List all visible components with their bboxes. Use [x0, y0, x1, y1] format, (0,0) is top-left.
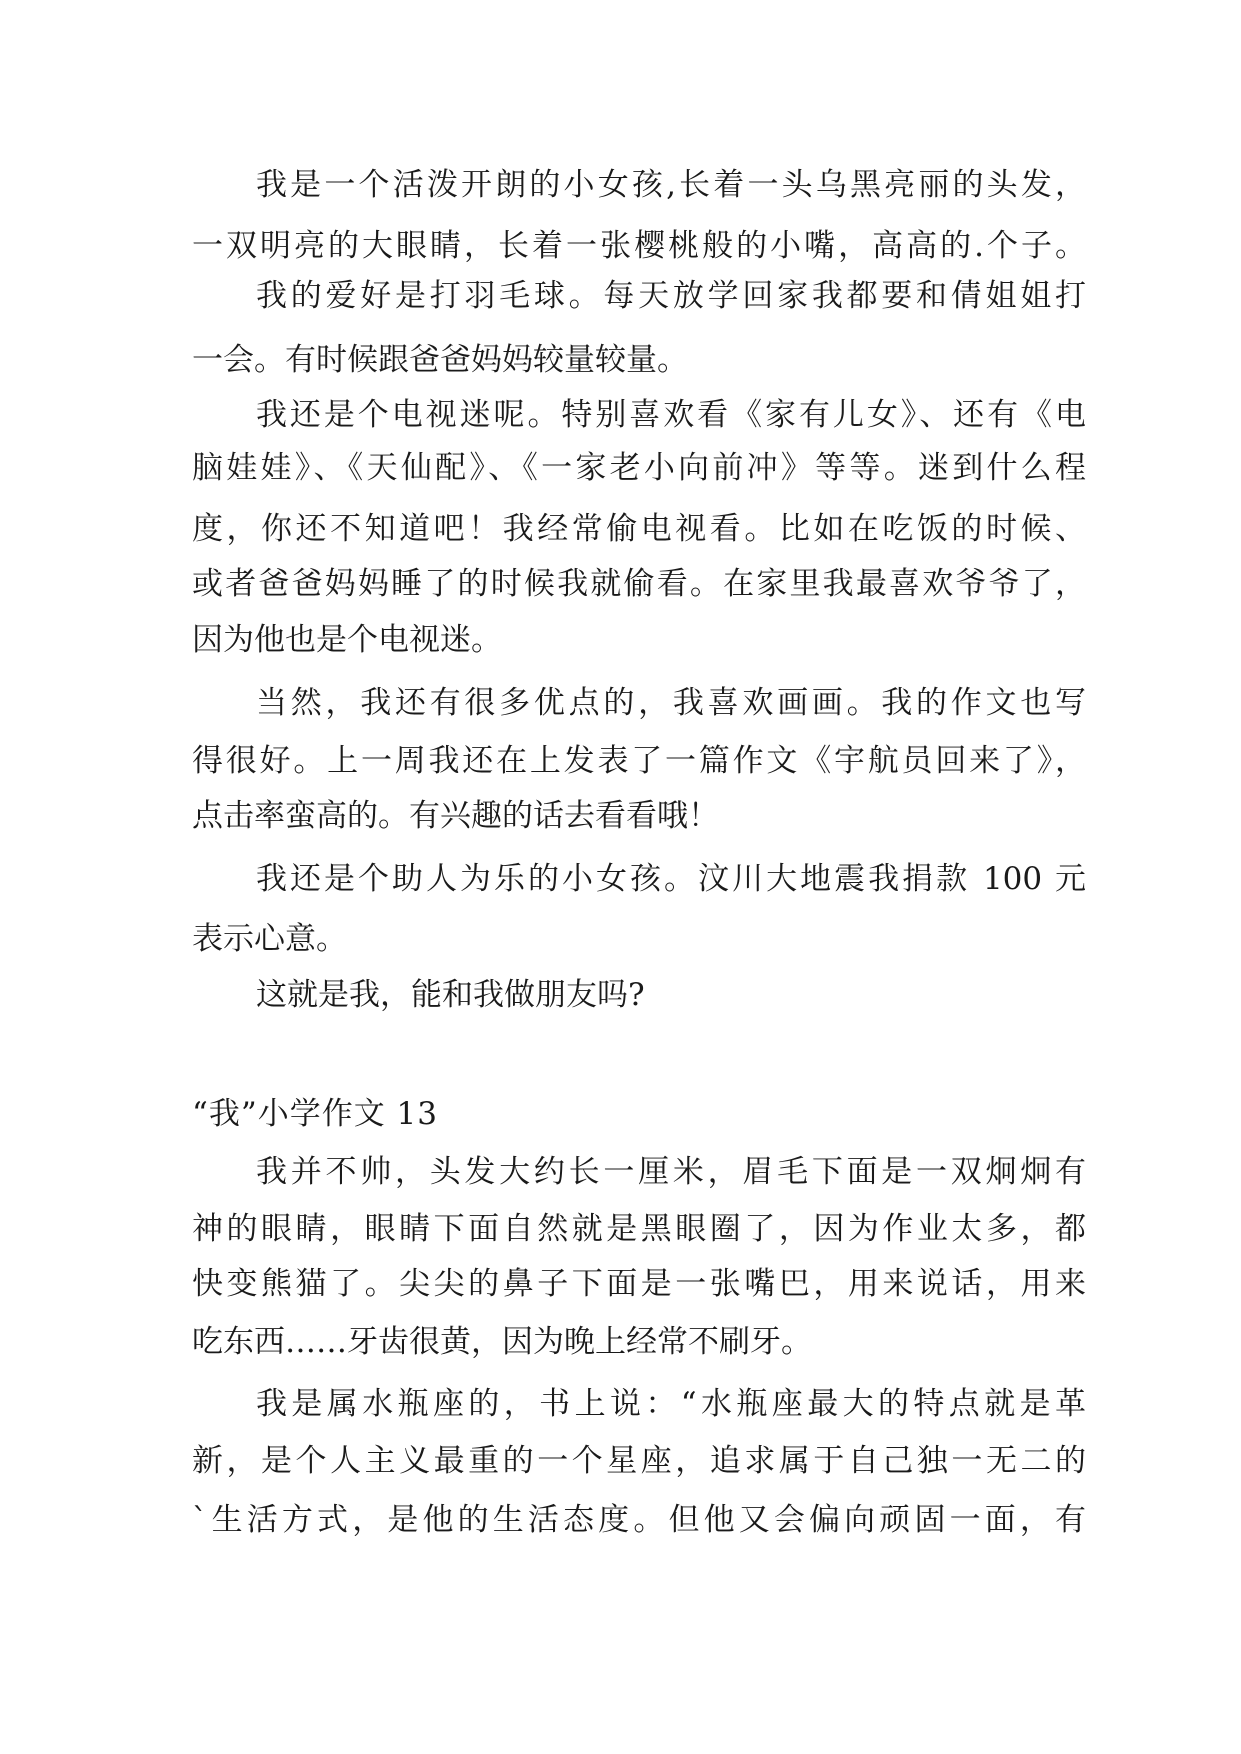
paragraph-line: 度，你还不知道吧！我经常偷电视看。比如在吃饭的时候、 [192, 511, 1086, 547]
paragraph-line: 这就是我，能和我做朋友吗? [256, 977, 645, 1013]
paragraph-line: 得很好。上一周我还在上发表了一篇作文《宇航员回来了》， [192, 743, 1086, 779]
paragraph-line: 一会。有时候跟爸爸妈妈较量较量。 [192, 342, 688, 378]
paragraph-line: 表示心意。 [192, 921, 347, 957]
paragraph-line: 新，是个人主义最重的一个星座，追求属于自己独一无二的 [192, 1443, 1086, 1479]
paragraph-line: `生活方式，是他的生活态度。但他又会偏向顽固一面，有 [192, 1502, 1086, 1538]
paragraph-line: 我是一个活泼开朗的小女孩,长着一头乌黑亮丽的头发， [256, 167, 1086, 203]
essay-title: “我”小学作文 13 [192, 1096, 438, 1132]
paragraph-line: 当然，我还有很多优点的，我喜欢画画。我的作文也写 [256, 685, 1086, 721]
paragraph-line: 我并不帅，头发大约长一厘米，眉毛下面是一双炯炯有 [256, 1154, 1086, 1190]
paragraph-line: 我还是个电视迷呢。特别喜欢看《家有儿女》、还有《电 [256, 397, 1086, 433]
paragraph-line: 因为他也是个电视迷。 [192, 622, 502, 658]
paragraph-line: 脑娃娃》、《天仙配》、《一家老小向前冲》等等。迷到什么程 [192, 450, 1086, 486]
paragraph-line: 快变熊猫了。尖尖的鼻子下面是一张嘴巴，用来说话，用来 [192, 1266, 1086, 1302]
paragraph-line: 点击率蛮高的。有兴趣的话去看看哦！ [192, 798, 719, 834]
paragraph-line: 一双明亮的大眼睛，长着一张樱桃般的小嘴，高高的.个子。 [192, 228, 1086, 264]
paragraph-line: 吃东西……牙齿很黄，因为晚上经常不刷牙。 [192, 1324, 812, 1360]
paragraph-line: 我还是个助人为乐的小女孩。汶川大地震我捐款 100 元 [256, 861, 1086, 897]
paragraph-line: 我是属水瓶座的，书上说：“水瓶座最大的特点就是革 [256, 1386, 1086, 1422]
paragraph-line: 我的爱好是打羽毛球。每天放学回家我都要和倩姐姐打 [256, 278, 1086, 314]
paragraph-line: 神的眼睛，眼睛下面自然就是黑眼圈了，因为作业太多，都 [192, 1211, 1086, 1247]
paragraph-line: 或者爸爸妈妈睡了的时候我就偷看。在家里我最喜欢爷爷了， [192, 566, 1086, 602]
